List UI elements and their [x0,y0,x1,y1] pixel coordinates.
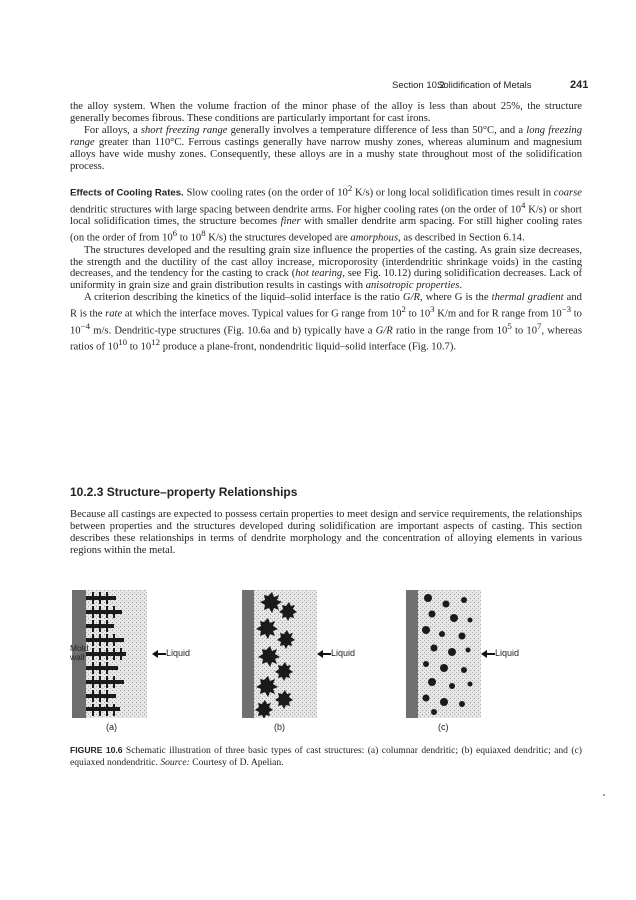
term-thermal-gradient: thermal gradient [491,292,564,304]
header-section-number: Section 10.2 [392,80,445,91]
paragraph-grain-size: The structures developed and the resulting grain size influence the properties of the casting. As grain size decreases, the strength and the ductility of the cast alloy increase, microporosity (interdendritic shrinkage voids) in the casting decreases, and the tendency for the casting to crack (hot tearing, see Fig. 10.12) during solidification decreases. Lack of uniformity in grain size and grain distribution results in castings with anisotropic properties. [70,244,583,292]
runin-heading-cooling-rates: Effects of Cooling Rates. [70,187,184,199]
header-section-title: Solidification of Metals [437,80,532,91]
term-anisotropic: anisotropic properties [365,280,460,292]
term-finer: finer [280,216,301,228]
figure-cast-structures [70,590,582,730]
page-number: 241 [570,79,589,91]
term-long-freezing-range: long freezing range [70,124,583,148]
panel-b-equiaxed-dendritic [242,590,317,718]
label-liquid-c: Liquid [495,648,520,658]
page-speck [603,794,605,796]
term-rate: rate [105,308,123,320]
subsection-heading: 10.2.3 Structure–property Relationships [70,485,298,499]
arrow-icon-liquid-c [481,650,495,658]
panel-label-c: (c) [438,722,449,732]
panel-label-a: (a) [106,722,117,732]
panel-c-equiaxed-nondendritic [406,590,481,718]
caption-source-label: Source: [160,756,190,768]
paragraph-fibrous: the alloy system. When the volume fraction of the minor phase of the alloy is less than about 25%, the structure generally becomes fibrous. These conditions are particularly important for cast irons. [70,101,582,124]
label-liquid-a: Liquid [166,648,191,658]
paragraph-freezing-range: For alloys, a short freezing range generally involves a temperature difference of less than 50°C, and a long freezing range greater than 110°C. Ferrous castings generally have narrow mushy zones, whereas aluminum and magnesium alloys have wide mushy zones. Consequently, these alloys are in a mushy state throughout most of the solidification process. [70,124,583,172]
term-coarse: coarse [553,187,582,199]
paragraph-cooling-rates: Effects of Cooling Rates. Slow cooling rates (on the order of $10^2$ K/s) or long local solidification times result in coarse dendritic structures with large spacing between dendrite arms. For higher cooling rates (on the order of $10^4$ K/s) or short local solidification times, the structure becomes finer with smaller dendrite arm spacing. For still higher cooling rates (on the order of from $10^6$ to $10^8$ K/s) the structures developed are amorphous, as described in Section 6.14. [70,183,582,244]
body-text-lower [70,509,582,557]
body-text-upper [70,101,582,354]
term-hot-tearing: hot tearing [295,268,343,280]
paragraph-gr-ratio: A criterion describing the kinetics of the liquid–solid interface is the ratio G/R, where G is the thermal gradient and R is the rate at which the interface moves. Typical values for G range from $10^2$ to $10^3$ K/m and for R range from $10^{-3}$ to $10^{-4}$ m/s. Dendritic-type structures (Fig. 10.6a and b) typically have a G/R ratio in the range from $10^5$ to $10^7$, whereas ratios of $10^{10}$ to $10^{12}$ produce a plane-front, nondendritic liquid–solid interface (Fig. 10.7). [70,292,583,353]
term-short-freezing-range: short freezing range [140,124,228,136]
label-liquid-b: Liquid [331,648,356,658]
paragraph-structure-property: Because all castings are expected to possess certain properties to meet design and service requirements, the relationships between properties and the structures developed during solidification are important aspects of casting. This section describes these relationships in terms of dendrite morphology and the concentration of alloying elements in various regions within the metal. [70,509,582,556]
arrow-icon-liquid-a [152,650,166,658]
arrow-icon-liquid-b [317,650,331,658]
panel-label-b: (b) [274,722,285,732]
figure-number: FIGURE 10.6 [70,745,123,755]
running-header [0,80,636,94]
term-amorphous: amorphous [350,232,399,244]
figure-caption: FIGURE 10.6 Schematic illustration of three basic types of cast structures: (a) columnar dendritic; (b) equiaxed dendritic; and (c) equiaxed nondendritic. Source: Courtesy of D. Apelian. [70,745,582,768]
label-mold-wall: Mold wall [70,643,89,662]
